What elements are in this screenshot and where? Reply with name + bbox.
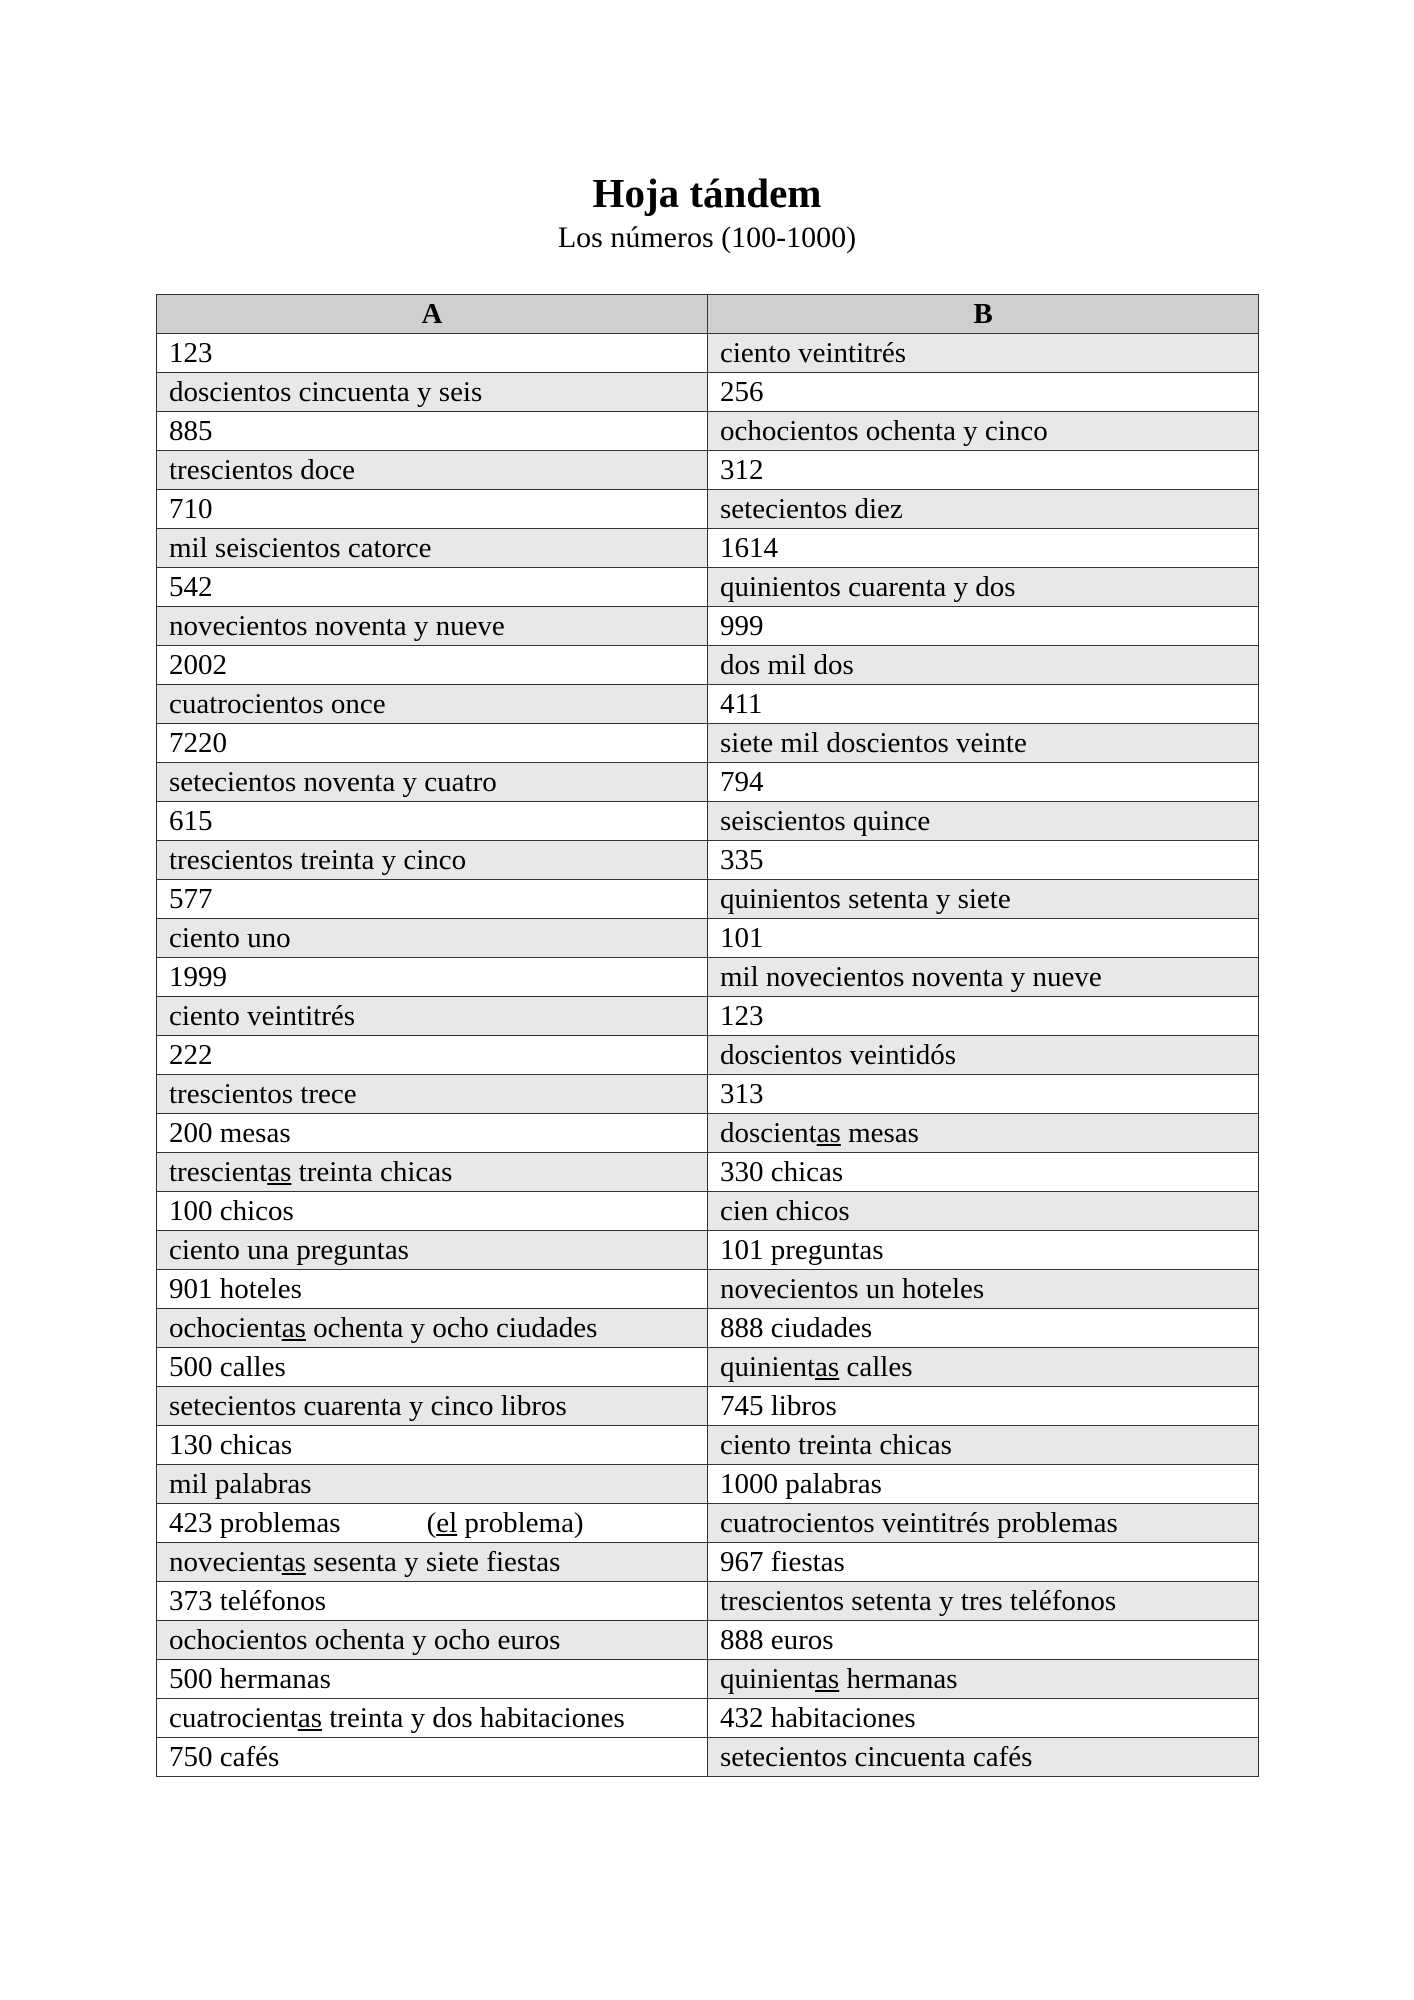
cell-text: cuatrocientos veintitrés problemas [720, 1507, 1118, 1539]
cell-text: ochocientos ochenta y cinco [720, 415, 1048, 447]
cell-text: 7220 [169, 727, 227, 759]
cell-text: 312 [720, 454, 764, 486]
table-cell-b [708, 1114, 1259, 1153]
cell-text: 745 libros [720, 1390, 837, 1422]
table-row [157, 1465, 1259, 1504]
cell-text: treinta y dos habitaciones [322, 1702, 625, 1734]
table-cell-a [157, 1270, 708, 1309]
table-cell-b [708, 568, 1259, 607]
table-cell-b [708, 763, 1259, 802]
table-row [157, 880, 1259, 919]
table-cell-b [708, 1075, 1259, 1114]
table-cell-a [157, 880, 708, 919]
table-cell-a [157, 1192, 708, 1231]
table-cell-a [157, 373, 708, 412]
table-row [157, 568, 1259, 607]
table-cell-b [708, 1465, 1259, 1504]
cell-text: trescient [169, 1156, 268, 1188]
table-cell-b [708, 451, 1259, 490]
table-cell-a [157, 958, 708, 997]
table-cell-b [708, 1348, 1259, 1387]
table-cell-b [708, 1192, 1259, 1231]
cell-text: trescientos doce [169, 454, 356, 486]
underlined-ending: as [816, 1117, 841, 1149]
cell-text: doscientos veintidós [720, 1039, 957, 1071]
table-row [157, 1114, 1259, 1153]
table-cell-b [708, 685, 1259, 724]
cell-text: quinient [720, 1351, 816, 1383]
table-row [157, 1192, 1259, 1231]
table-cell-a [157, 1309, 708, 1348]
table-row [157, 997, 1259, 1036]
table-cell-b [708, 529, 1259, 568]
table-cell-a [157, 1465, 708, 1504]
table-cell-b [708, 1738, 1259, 1777]
table-cell-b [708, 334, 1259, 373]
table-cell-a [157, 1660, 708, 1699]
cell-text: 423 problemas [169, 1507, 341, 1539]
cell-text: novecientos noventa y nueve [169, 610, 505, 642]
table-row [157, 1231, 1259, 1270]
cell-text: 130 chicas [169, 1429, 293, 1461]
table-row [157, 1075, 1259, 1114]
column-header-a: A [157, 295, 708, 334]
table-cell-a [157, 763, 708, 802]
table-row [157, 724, 1259, 763]
cell-text: 101 preguntas [720, 1234, 884, 1266]
table-cell-a [157, 685, 708, 724]
cell-text: trescientos trece [169, 1078, 357, 1110]
table-row [157, 1660, 1259, 1699]
cell-text: problema) [457, 1507, 584, 1539]
table-cell-a [157, 919, 708, 958]
table-cell-a [157, 997, 708, 1036]
cell-text: setecientos diez [720, 493, 903, 525]
underlined-ending: as [815, 1351, 840, 1383]
cell-text: trescientos setenta y tres teléfonos [720, 1585, 1117, 1617]
cell-text: doscientos cincuenta y seis [169, 376, 483, 408]
table-row [157, 1582, 1259, 1621]
cell-text: seiscientos quince [720, 805, 931, 837]
cell-text: novecientos un hoteles [720, 1273, 985, 1305]
table-row [157, 958, 1259, 997]
table-cell-b [708, 1426, 1259, 1465]
table-cell-a [157, 1348, 708, 1387]
cell-text: ochenta y ocho ciudades [305, 1312, 598, 1344]
cell-text: 200 mesas [169, 1117, 291, 1149]
cell-text: treinta chicas [291, 1156, 453, 1188]
cell-text: quinientos setenta y siete [720, 883, 1011, 915]
table-cell-a [157, 1426, 708, 1465]
table-row [157, 1699, 1259, 1738]
cell-text: dos mil dos [720, 649, 854, 681]
cell-text: 330 chicas [720, 1156, 844, 1188]
tandem-table [156, 294, 1259, 1777]
cell-text: 542 [169, 571, 213, 603]
table-cell-a [157, 1387, 708, 1426]
table-cell-a [157, 1738, 708, 1777]
cell-text: 432 habitaciones [720, 1702, 916, 1734]
table-cell-b [708, 724, 1259, 763]
cell-text: novecient [169, 1546, 282, 1578]
page-title: Hoja tándem [592, 170, 822, 216]
table-cell-a [157, 1075, 708, 1114]
cell-text: mesas [840, 1117, 919, 1149]
table-cell-a [157, 724, 708, 763]
table-cell-b [708, 1270, 1259, 1309]
table-row [157, 1504, 1259, 1543]
table-cell-b [708, 1387, 1259, 1426]
underlined-ending: as [297, 1702, 322, 1734]
table-cell-b [708, 607, 1259, 646]
table-body [157, 334, 1259, 1777]
table-cell-a [157, 802, 708, 841]
cell-text: cien chicos [720, 1195, 850, 1227]
table-cell-b [708, 1504, 1259, 1543]
cell-text: 123 [720, 1000, 764, 1032]
table-row [157, 685, 1259, 724]
table-cell-a [157, 1699, 708, 1738]
table-row [157, 1348, 1259, 1387]
cell-text: doscient [720, 1117, 817, 1149]
cell-text: 1614 [720, 532, 778, 564]
table-row [157, 529, 1259, 568]
table-cell-b [708, 373, 1259, 412]
cell-text: cuatrocient [169, 1702, 298, 1734]
cell-text: 335 [720, 844, 764, 876]
cell-text: 615 [169, 805, 213, 837]
table-cell-b [708, 997, 1259, 1036]
cell-text: mil seiscientos catorce [169, 532, 432, 564]
cell-text: 222 [169, 1039, 213, 1071]
table-cell-a [157, 529, 708, 568]
cell-text: mil palabras [169, 1468, 312, 1500]
cell-text: 999 [720, 610, 764, 642]
cell-text: quinientos cuarenta y dos [720, 571, 1016, 603]
table-cell-b [708, 919, 1259, 958]
cell-text: 411 [720, 688, 763, 720]
cell-text: 100 chicos [169, 1195, 294, 1227]
table-cell-b [708, 958, 1259, 997]
table-row [157, 919, 1259, 958]
table-row [157, 412, 1259, 451]
cell-text: setecientos noventa y cuatro [169, 766, 497, 798]
cell-text: ciento uno [169, 922, 291, 954]
table-cell-a [157, 1114, 708, 1153]
table-row [157, 1426, 1259, 1465]
cell-text: sesenta y siete fiestas [305, 1546, 561, 1578]
table-row [157, 802, 1259, 841]
cell-text: 577 [169, 883, 213, 915]
cell-text: quinient [720, 1663, 816, 1695]
table-cell-a [157, 1621, 708, 1660]
table-cell-b [708, 646, 1259, 685]
cell-text: 967 fiestas [720, 1546, 845, 1578]
table-cell-a [157, 1582, 708, 1621]
table-cell-a [157, 1231, 708, 1270]
table-cell-a [157, 334, 708, 373]
table-cell-b [708, 841, 1259, 880]
table-row [157, 1270, 1259, 1309]
table-cell-b [708, 880, 1259, 919]
table-cell-b [708, 1699, 1259, 1738]
cell-text: ciento veintitrés [720, 337, 907, 369]
cell-text: 901 hoteles [169, 1273, 302, 1305]
underlined-ending: el [436, 1507, 458, 1539]
table-cell-b [708, 1543, 1259, 1582]
cell-text: 500 calles [169, 1351, 286, 1383]
cell-text: setecientos cuarenta y cinco libros [169, 1390, 567, 1422]
cell-text: 101 [720, 922, 764, 954]
cell-text: trescientos treinta y cinco [169, 844, 467, 876]
table-cell-b [708, 1036, 1259, 1075]
cell-text: calles [839, 1351, 913, 1383]
cell-text: siete mil doscientos veinte [720, 727, 1027, 759]
table-row [157, 1309, 1259, 1348]
header-row [157, 295, 1259, 334]
table-cell-a [157, 1153, 708, 1192]
cell-text: 794 [720, 766, 764, 798]
cell-text: 888 ciudades [720, 1312, 873, 1344]
table-row [157, 373, 1259, 412]
cell-text: cuatrocientos once [169, 688, 386, 720]
cell-text: 1000 palabras [720, 1468, 882, 1500]
cell-text: 256 [720, 376, 764, 408]
table-row [157, 1621, 1259, 1660]
table-row [157, 1387, 1259, 1426]
table-cell-b [708, 1153, 1259, 1192]
cell-text: 1999 [169, 961, 227, 993]
cell-text: 710 [169, 493, 213, 525]
cell-text: 313 [720, 1078, 764, 1110]
cell-text: ciento veintitrés [169, 1000, 356, 1032]
table-cell-a [157, 451, 708, 490]
table-cell-a [157, 568, 708, 607]
underlined-ending: as [267, 1156, 292, 1188]
cell-text: 885 [169, 415, 213, 447]
table-cell-a [157, 1543, 708, 1582]
table-cell-b [708, 412, 1259, 451]
table-cell-a [157, 412, 708, 451]
table-cell-b [708, 490, 1259, 529]
table-cell-b [708, 1231, 1259, 1270]
table-cell-b [708, 1621, 1259, 1660]
cell-text: ( [426, 1507, 437, 1539]
table-cell-a [157, 1036, 708, 1075]
cell-text: ciento una preguntas [169, 1234, 409, 1266]
cell-text: ochocient [169, 1312, 282, 1344]
cell-text: hermanas [839, 1663, 958, 1695]
table-row [157, 646, 1259, 685]
cell-text: 750 cafés [169, 1741, 280, 1773]
table-row [157, 763, 1259, 802]
table-row [157, 490, 1259, 529]
table-row [157, 607, 1259, 646]
table-cell-a [157, 646, 708, 685]
underlined-ending: as [815, 1663, 840, 1695]
underlined-ending: as [281, 1312, 306, 1344]
table-row [157, 1153, 1259, 1192]
cell-text: 2002 [169, 649, 227, 681]
table-row [157, 451, 1259, 490]
column-header-b: B [708, 295, 1259, 334]
table-row [157, 1543, 1259, 1582]
table-cell-a [157, 1504, 708, 1543]
cell-text: ciento treinta chicas [720, 1429, 952, 1461]
table-cell-b [708, 802, 1259, 841]
table-row [157, 334, 1259, 373]
table-cell-a [157, 607, 708, 646]
table-cell-a [157, 841, 708, 880]
cell-text: ochocientos ochenta y ocho euros [169, 1624, 561, 1656]
table-cell-a [157, 490, 708, 529]
cell-text: 123 [169, 337, 213, 369]
cell-text: 373 teléfonos [169, 1585, 327, 1617]
page-subtitle: Los números (100-1000) [557, 221, 857, 254]
cell-text: 888 euros [720, 1624, 834, 1656]
table-row [157, 841, 1259, 880]
cell-text: mil novecientos noventa y nueve [720, 961, 1102, 993]
table-cell-b [708, 1309, 1259, 1348]
table-cell-b [708, 1582, 1259, 1621]
table-row [157, 1738, 1259, 1777]
table-row [157, 1036, 1259, 1075]
underlined-ending: as [281, 1546, 306, 1578]
table-cell-b [708, 1660, 1259, 1699]
cell-text: setecientos cincuenta cafés [720, 1741, 1033, 1773]
cell-text: 500 hermanas [169, 1663, 331, 1695]
